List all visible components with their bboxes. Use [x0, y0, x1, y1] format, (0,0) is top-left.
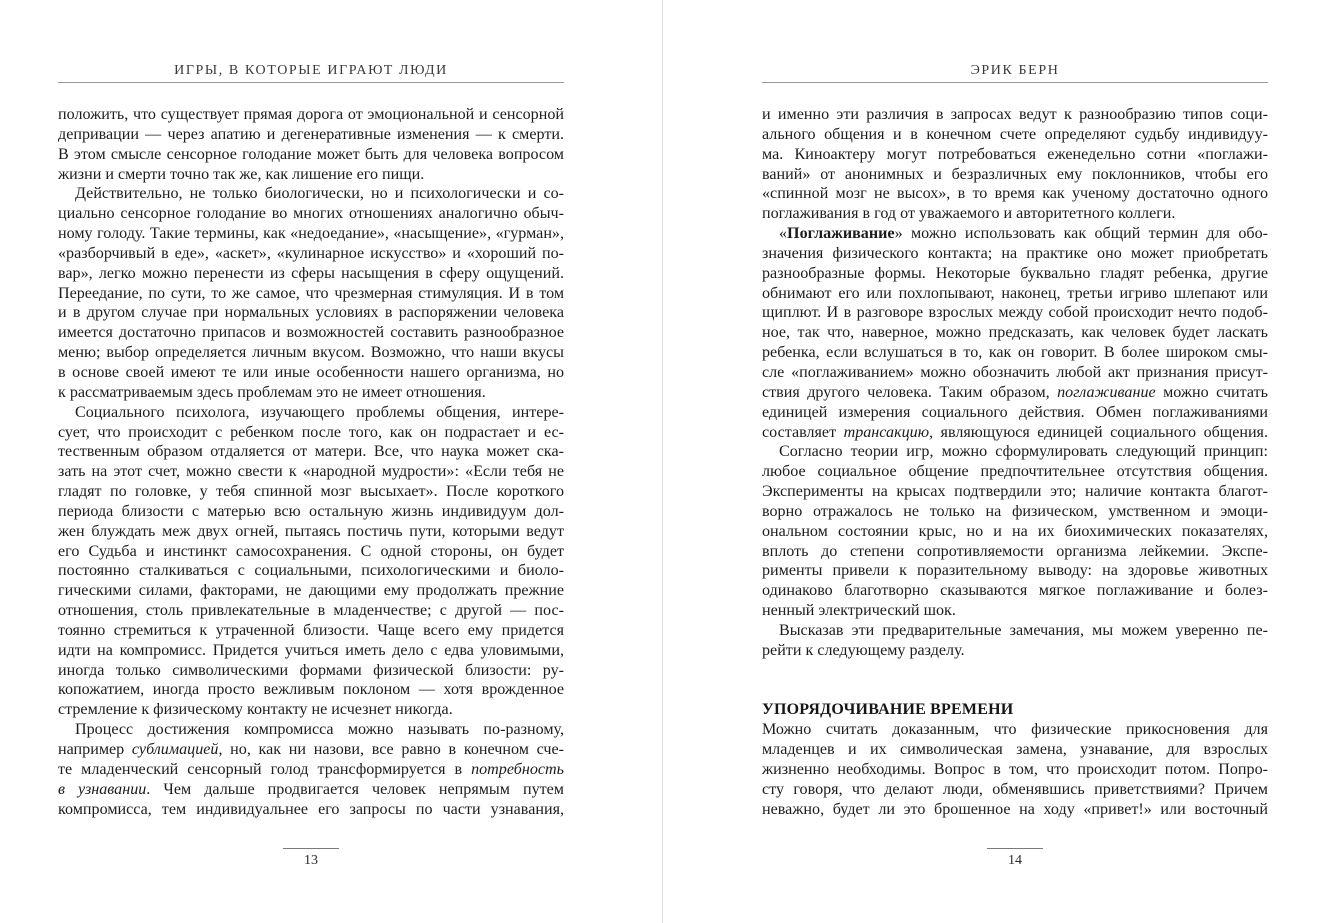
text-line: сле «поглаживанием» можно обозначить любой акт признания присут- — [762, 363, 1268, 381]
section-title: УПОРЯДОЧИВАНИЕ ВРЕМЕНИ — [762, 701, 1014, 719]
text-line: Процесс достижения компромисса можно называть по-разному, — [75, 721, 564, 739]
text-line: ному голоду. Такие термины, как «недоедание», «насыщение», «гурман», — [58, 225, 564, 243]
text-line: поглаживания в год от уважаемого и авторитетного коллеги. — [762, 205, 1176, 223]
text-line: жен блуждать меж двух огней, пытаясь постичь пути, которыми ведут — [58, 522, 564, 540]
text-line: разнообразные формы. Некоторые буквально гладят ребенка, другие — [762, 264, 1268, 282]
text-line: его Судьба и инстинкт самосохранения. С одной стороны, он будет — [58, 542, 564, 560]
text-line: депривации — через апатию и дегенеративные изменения — к смерти. — [58, 125, 564, 143]
header-rule — [762, 82, 1268, 83]
text-line: Согласно теории игр, можно сформулировать следующий принцип: — [779, 443, 1268, 461]
text-line: ствия другого человека. Таким образом, поглаживание можно считать — [762, 383, 1268, 401]
text-line: рейти к следующему разделу. — [762, 641, 965, 659]
text-line: щиплют. И в разговоре взрослых между собой происходит нечто подоб- — [762, 304, 1268, 322]
text-line: меню; выбор определяется личным вкусом. Возможно, что наши вкусы — [58, 344, 564, 362]
running-head-book-title: ИГРЫ, В КОТОРЫЕ ИГРАЮТ ЛЮДИ — [174, 63, 448, 78]
text-line: обнимают его или похлопывают, наконец, третьи игриво шлепают или — [762, 284, 1268, 302]
text-line: те младенческий сенсорный голод трансформируется в потребность — [58, 760, 564, 778]
text-line: ональном состоянии крыс, но и на их биохимических показателях, — [762, 522, 1268, 540]
text-line: зать на этот счет, можно свести к «народной мудрости»: «Если тебя не — [58, 463, 564, 481]
text-line: ального общения и в конечном счете определяют судьбу индивидуу- — [762, 125, 1268, 143]
folio-rule — [987, 848, 1043, 849]
text-line: ваний» от анонимных и безразличных ему поклонников, чтобы его — [762, 165, 1268, 183]
header-rule — [58, 82, 564, 83]
text-line: «разборчивый в еде», «аскет», «кулинарное искусство» и «хороший по- — [58, 244, 564, 262]
text-line: ребенка, если вслушаться в то, как он говорит. В более широком смы- — [762, 344, 1268, 362]
left-page-body-text — [58, 105, 564, 819]
text-line: неважно, будет ли это брошенное на ходу «привет!» или восточный — [762, 800, 1268, 818]
section-spacer — [762, 680, 1268, 700]
text-line: Эксперименты на крысах подтвердили это; наличие контакта благот- — [762, 483, 1268, 501]
text-line: положить, что существует прямая дорога от эмоциональной и сенсорной — [58, 106, 564, 123]
text-line: Высказав эти предварительные замечания, мы можем уверенно пе- — [779, 621, 1268, 639]
text-line: Действительно, не только биологически, но и психологически и со- — [75, 185, 564, 203]
text-line: сту говоря, что делают люди, обменявшись приветствиями? Причем — [762, 780, 1268, 798]
folio-rule — [283, 848, 339, 849]
text-line: иногда только символическими формами физической близости: ру- — [58, 661, 564, 679]
text-line: сует, что происходит с ребенком после того, как он подрастает и ес- — [58, 423, 564, 441]
text-line: жизни и смерти точно так же, как лишение его пищи. — [58, 165, 425, 183]
text-line: ненный электрический шок. — [762, 602, 956, 620]
running-head-author: ЭРИК БЕРН — [970, 63, 1060, 78]
book-spine-divider — [662, 0, 663, 923]
text-line: В этом смысле сенсорное голодание может быть для человека вопросом — [58, 145, 564, 163]
text-line: «Поглаживание» можно использовать как общий термин для обо- — [779, 225, 1268, 243]
text-line: одинаково благотворно сказываются мягкое поглаживание и болез- — [762, 582, 1268, 600]
page-number: 14 — [1008, 853, 1022, 868]
text-line: тественным образом отдаляется от матери. Все, что наука может ска- — [58, 443, 564, 461]
text-line: Переедание, по сути, то же самое, что чрезмерная стимуляция. И в том — [58, 284, 564, 302]
text-line: отношения, столь привлекательные в младенчестве; с другой — пос- — [58, 602, 564, 620]
text-line: копожатием, иногда просто вежливым поклоном — хотя врожденное — [58, 681, 564, 699]
section-spacer — [762, 661, 1268, 681]
text-line: в основе своей имеют те или иные особенности нашего организма, но — [58, 363, 564, 381]
text-line: ворно отражалось не только на физическом, умственном и эмоци- — [762, 502, 1268, 520]
text-line: компромисса, тем индивидуальнее его запросы по части узнавания, — [58, 800, 564, 818]
text-line: Можно считать доказанным, что физические прикосновения для — [762, 721, 1268, 739]
text-line: и в другом случае при нормальных условиях в распоряжении человека — [58, 304, 564, 322]
right-page-folio — [762, 848, 1268, 869]
text-line: рименты привели к поразительному выводу: на здоровье животных — [762, 562, 1268, 580]
text-line: имеется достаточно припасов и возможностей составить разнообразное — [58, 324, 564, 342]
text-line: тоянно стремиться к утраченной близости. Чаще всего ему придется — [58, 621, 564, 639]
text-line: идти на компромисс. Придется учиться иметь дело с едва уловимыми, — [58, 641, 564, 659]
text-line: ное, так что, наверное, можно предсказать, как человек будет ласкать — [762, 324, 1268, 342]
text-line: «спинной мозг не высох», в то время как ученому достаточно одного — [762, 185, 1268, 203]
text-line: Социального психолога, изучающего проблемы общения, интере- — [75, 403, 564, 421]
text-line: к рассматриваемым здесь проблемам это не имеет отношения. — [58, 383, 486, 401]
left-page-folio — [58, 848, 564, 869]
text-line: значения физического контакта; на практике оно может приобретать — [762, 244, 1268, 262]
text-line: жизненно необходимы. Вопрос в том, что происходит потом. Попро- — [762, 760, 1268, 778]
text-line: гладят по головке, у тебя спинной мозг высыхает». После короткого — [58, 483, 564, 501]
right-page — [762, 0, 1268, 923]
text-line: и именно эти различия в запросах ведут к разнообразию типов соци- — [762, 106, 1268, 123]
text-line: вар», легко можно перенести из сферы насыщения в сферу ощущений. — [58, 264, 564, 282]
text-line: любое социальное общение предпочтительнее отсутствия общения. — [762, 463, 1268, 481]
text-line: единицей измерения социального действия. Обмен поглаживаниями — [762, 403, 1268, 421]
text-line: вплоть до степени сопротивляемости организма лейкемии. Экспе- — [762, 542, 1268, 560]
text-line: младенцев и их символическая замена, узнавание, для взрослых — [762, 741, 1268, 758]
text-line: циально сенсорное голодание во многих отношениях аналогично обыч- — [58, 205, 564, 223]
left-page — [58, 0, 564, 923]
section-paragraph — [762, 720, 1268, 819]
page-number: 13 — [304, 853, 318, 868]
text-line: в узнавании. Чем дальше продвигается человек непрямым путем — [58, 780, 564, 798]
text-line: например сублимацией, но, как ни назови, все равно в конечном сче- — [58, 741, 564, 758]
text-line: стремление к физическому контакту не исчезнет никогда. — [58, 701, 453, 719]
text-line: периода близости с матерью всю остальную жизнь индивидуум дол- — [58, 502, 564, 520]
right-page-paragraphs — [762, 105, 1268, 661]
text-line: гическими силами, факторами, не дающими ему продолжать прежние — [58, 582, 564, 600]
text-line: ма. Киноактеру могут потребоваться еженедельно сотни «поглажи- — [762, 145, 1268, 163]
text-line: составляет трансакцию, являющуюся единицей социального общения. — [762, 423, 1268, 441]
right-page-body-text — [762, 105, 1268, 819]
text-line: постоянно сталкиваться с социальными, психологическими и биоло- — [58, 562, 564, 580]
